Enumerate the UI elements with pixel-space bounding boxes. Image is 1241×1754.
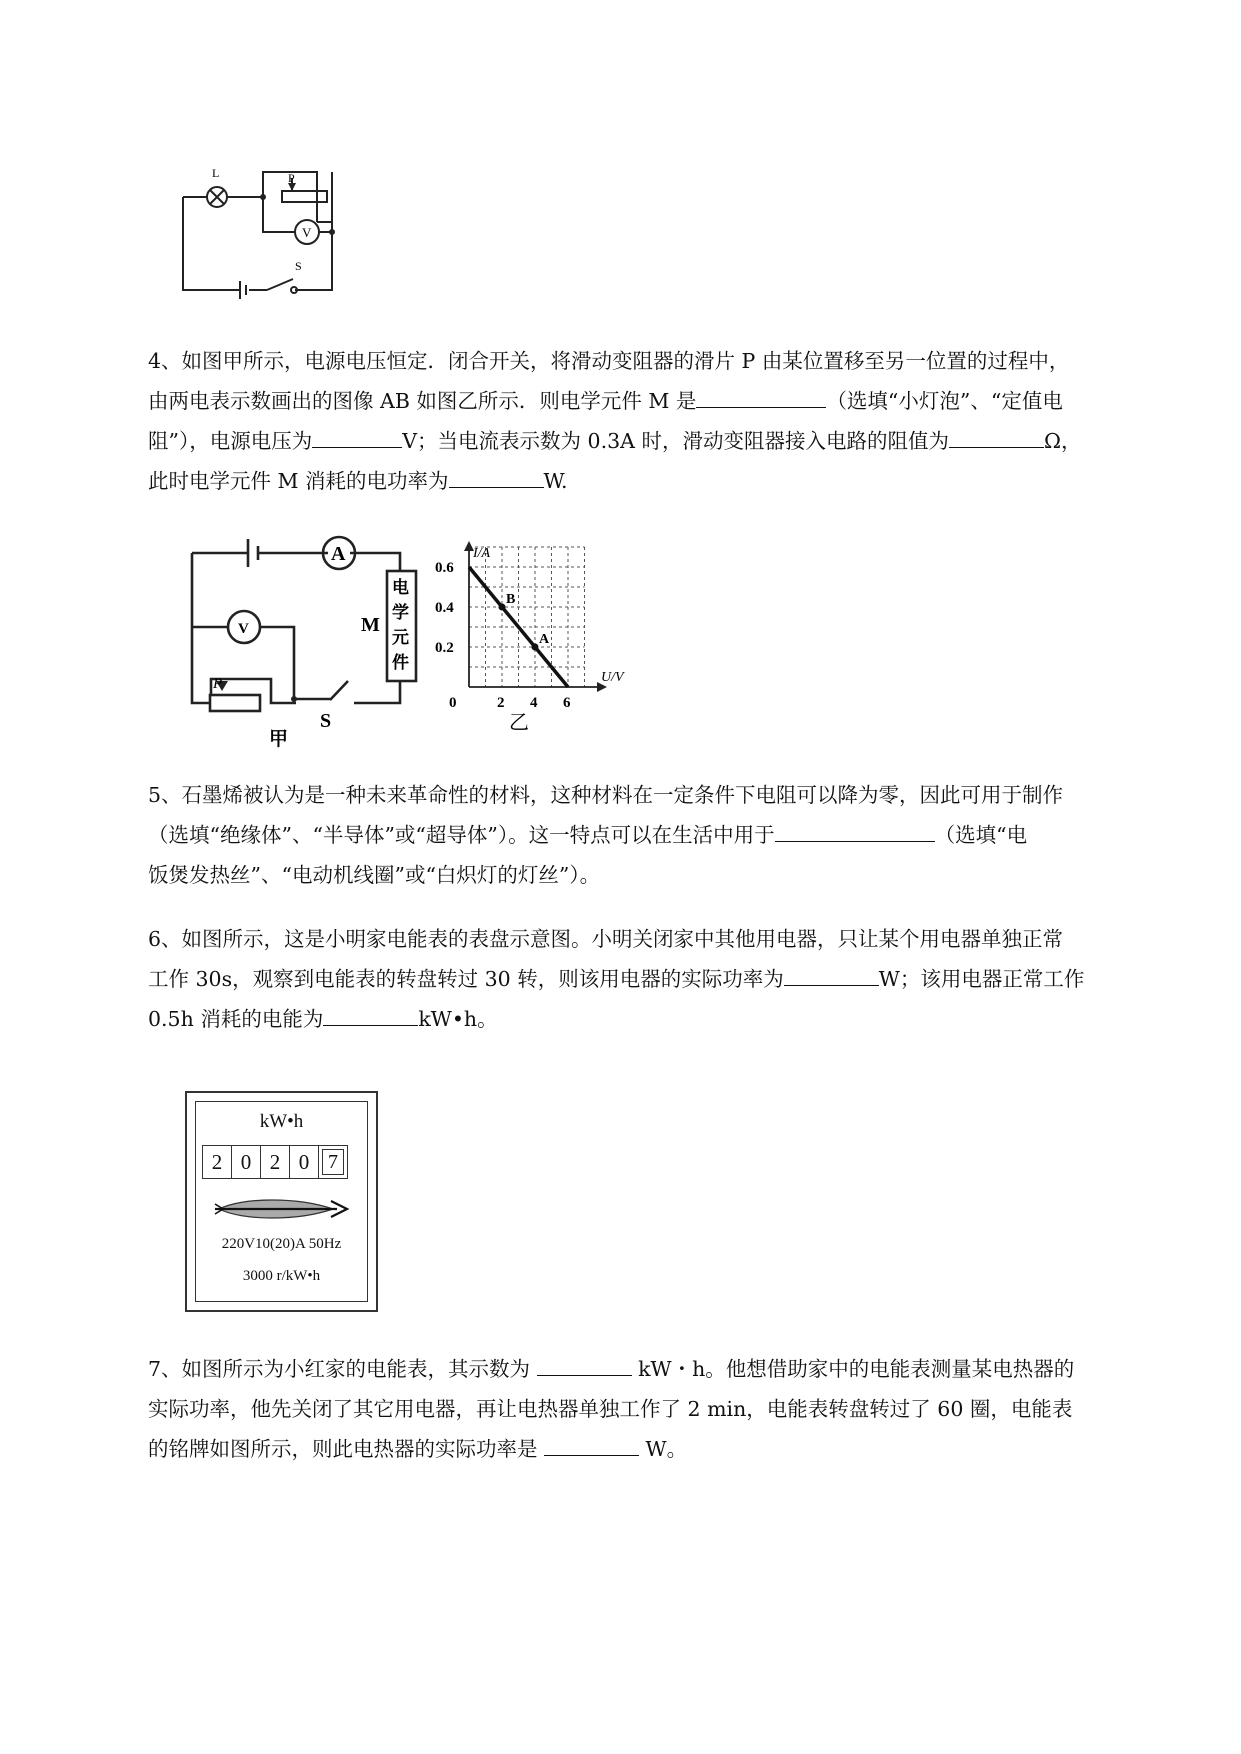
question-text: V；当电流表示数为 0.3A 时，滑动变阻器接入电路的阻值为 bbox=[402, 429, 949, 453]
question-line bbox=[148, 1389, 1158, 1429]
question-5 bbox=[148, 775, 1158, 895]
answer-blank[interactable] bbox=[775, 815, 935, 842]
question-line bbox=[148, 855, 1158, 895]
x-tick-label: 6 bbox=[563, 695, 571, 711]
question-text: 的铭牌如图所示，则此电热器的实际功率是 bbox=[148, 1437, 545, 1461]
question-text: W。 bbox=[639, 1437, 688, 1461]
question-text: （选填“电 bbox=[934, 823, 1028, 847]
question-text: kW・h。他想借助家中的电能表测量某电热器的 bbox=[631, 1357, 1075, 1381]
switch-label: S bbox=[295, 259, 302, 273]
question-text: 饭煲发热丝”、“电动机线圈”或“白炽灯的灯丝”）。 bbox=[148, 863, 601, 887]
question-text: Ω， bbox=[1043, 429, 1082, 453]
x-tick-label: 4 bbox=[530, 695, 538, 711]
graph-point-b bbox=[499, 604, 506, 611]
answer-blank[interactable] bbox=[544, 1429, 639, 1456]
switch-s-label: S bbox=[320, 710, 332, 732]
question-text: 实际功率，他先关闭了其它用电器，再让电热器单独工作了 2 min，电能表转盘转过了 60 圈，电能表 bbox=[148, 1397, 1073, 1421]
caption-jia: 甲 bbox=[269, 729, 289, 750]
question-4 bbox=[148, 341, 1158, 501]
question-line bbox=[148, 421, 1158, 461]
question-6 bbox=[148, 919, 1158, 1039]
meter-digit: 0 bbox=[290, 1146, 319, 1178]
question-text: 0.5h 消耗的电能为 bbox=[148, 1007, 324, 1031]
element-m-label: M bbox=[361, 614, 380, 636]
question-line bbox=[148, 815, 1158, 855]
meter-digit: 2 bbox=[203, 1146, 232, 1178]
question-7 bbox=[148, 1349, 1158, 1469]
graph-i-u bbox=[433, 535, 648, 735]
y-tick-label: 0.2 bbox=[435, 640, 454, 656]
point-b-label: B bbox=[506, 592, 516, 607]
origin-label: 0 bbox=[449, 695, 457, 711]
element-char-1: 电 bbox=[392, 578, 409, 597]
meter-digit: 2 bbox=[261, 1146, 290, 1178]
question-text: 4、如图甲所示，电源电压恒定．闭合开关，将滑动变阻器的滑片 P 由某位置移至另一位置的过程中， bbox=[148, 349, 1070, 373]
y-axis-label: I/A bbox=[473, 546, 491, 561]
ammeter-label: A bbox=[331, 543, 346, 565]
answer-blank[interactable] bbox=[537, 1349, 632, 1376]
question-line bbox=[148, 341, 1158, 381]
meter-disc-arrow-icon bbox=[213, 1194, 353, 1224]
voltmeter-2-label: V bbox=[238, 621, 249, 637]
meter-digit: 0 bbox=[232, 1146, 261, 1178]
question-text: 工作 30s，观察到电能表的转盘转过 30 转，则该用电器的实际功率为 bbox=[148, 967, 784, 991]
question-text: W. bbox=[543, 469, 568, 493]
electric-meter bbox=[185, 1091, 378, 1312]
meter-display bbox=[202, 1145, 348, 1179]
question-line bbox=[148, 381, 1158, 421]
answer-blank[interactable] bbox=[312, 421, 402, 448]
circuit-figure-2 bbox=[180, 525, 435, 757]
y-tick-label: 0.6 bbox=[435, 560, 454, 576]
x-axis-label: U/V bbox=[601, 670, 624, 685]
question-line bbox=[148, 999, 1158, 1039]
meter-rating: 220V10(20)A 50Hz bbox=[221, 1236, 342, 1252]
element-char-4: 件 bbox=[392, 653, 409, 672]
element-char-3: 元 bbox=[392, 628, 409, 647]
question-text: 5、石墨烯被认为是一种未来革命性的材料，这种材料在一定条件下电阻可以降为零，因此可用于制作 bbox=[148, 783, 1064, 807]
x-tick-label: 2 bbox=[497, 695, 505, 711]
question-text: 此时电学元件 M 消耗的电功率为 bbox=[148, 469, 449, 493]
question-text: （选填“绝缘体”、“半导体”或“超导体”）。这一特点可以在生活中用于 bbox=[148, 823, 775, 847]
question-text: 阻”），电源电压为 bbox=[148, 429, 313, 453]
meter-constant: 3000 r/kW•h bbox=[242, 1268, 321, 1284]
answer-blank[interactable] bbox=[784, 959, 879, 986]
question-line bbox=[148, 919, 1158, 959]
slider-label: P bbox=[288, 171, 295, 185]
caption-yi: 乙 bbox=[509, 712, 529, 734]
question-text: 由两电表示数画出的图像 AB 如图乙所示．则电学元件 M 是 bbox=[148, 389, 697, 413]
question-text: W；该用电器正常工作 bbox=[878, 967, 1085, 991]
question-line bbox=[148, 775, 1158, 815]
answer-blank[interactable] bbox=[696, 381, 826, 408]
slider-p-label: P bbox=[213, 676, 223, 692]
question-text: 7、如图所示为小红家的电能表，其示数为 bbox=[148, 1357, 537, 1381]
meter-decimal-digit: 7 bbox=[322, 1149, 344, 1175]
question-text: kW•h。 bbox=[418, 1007, 498, 1031]
answer-blank[interactable] bbox=[449, 461, 544, 488]
y-tick-label: 0.4 bbox=[435, 600, 454, 616]
graph-point-a bbox=[532, 644, 539, 651]
answer-blank[interactable] bbox=[323, 999, 418, 1026]
point-a-label: A bbox=[539, 632, 550, 647]
question-line bbox=[148, 1429, 1158, 1469]
question-line bbox=[148, 1349, 1158, 1389]
question-text: （选填“小灯泡”、“定值电 bbox=[826, 389, 1063, 413]
circuit-figure-1 bbox=[175, 165, 365, 305]
question-line bbox=[148, 461, 1158, 501]
answer-blank[interactable] bbox=[949, 421, 1044, 448]
meter-unit: kW•h bbox=[259, 1111, 304, 1132]
element-char-2: 学 bbox=[392, 603, 409, 622]
graph-grid bbox=[469, 547, 585, 687]
question-line bbox=[148, 959, 1158, 999]
lamp-label: L bbox=[212, 166, 220, 180]
question-text: 6、如图所示，这是小明家电能表的表盘示意图。小明关闭家中其他用电器，只让某个用电器单独正常 bbox=[148, 927, 1064, 951]
voltmeter-label: V bbox=[302, 225, 312, 240]
